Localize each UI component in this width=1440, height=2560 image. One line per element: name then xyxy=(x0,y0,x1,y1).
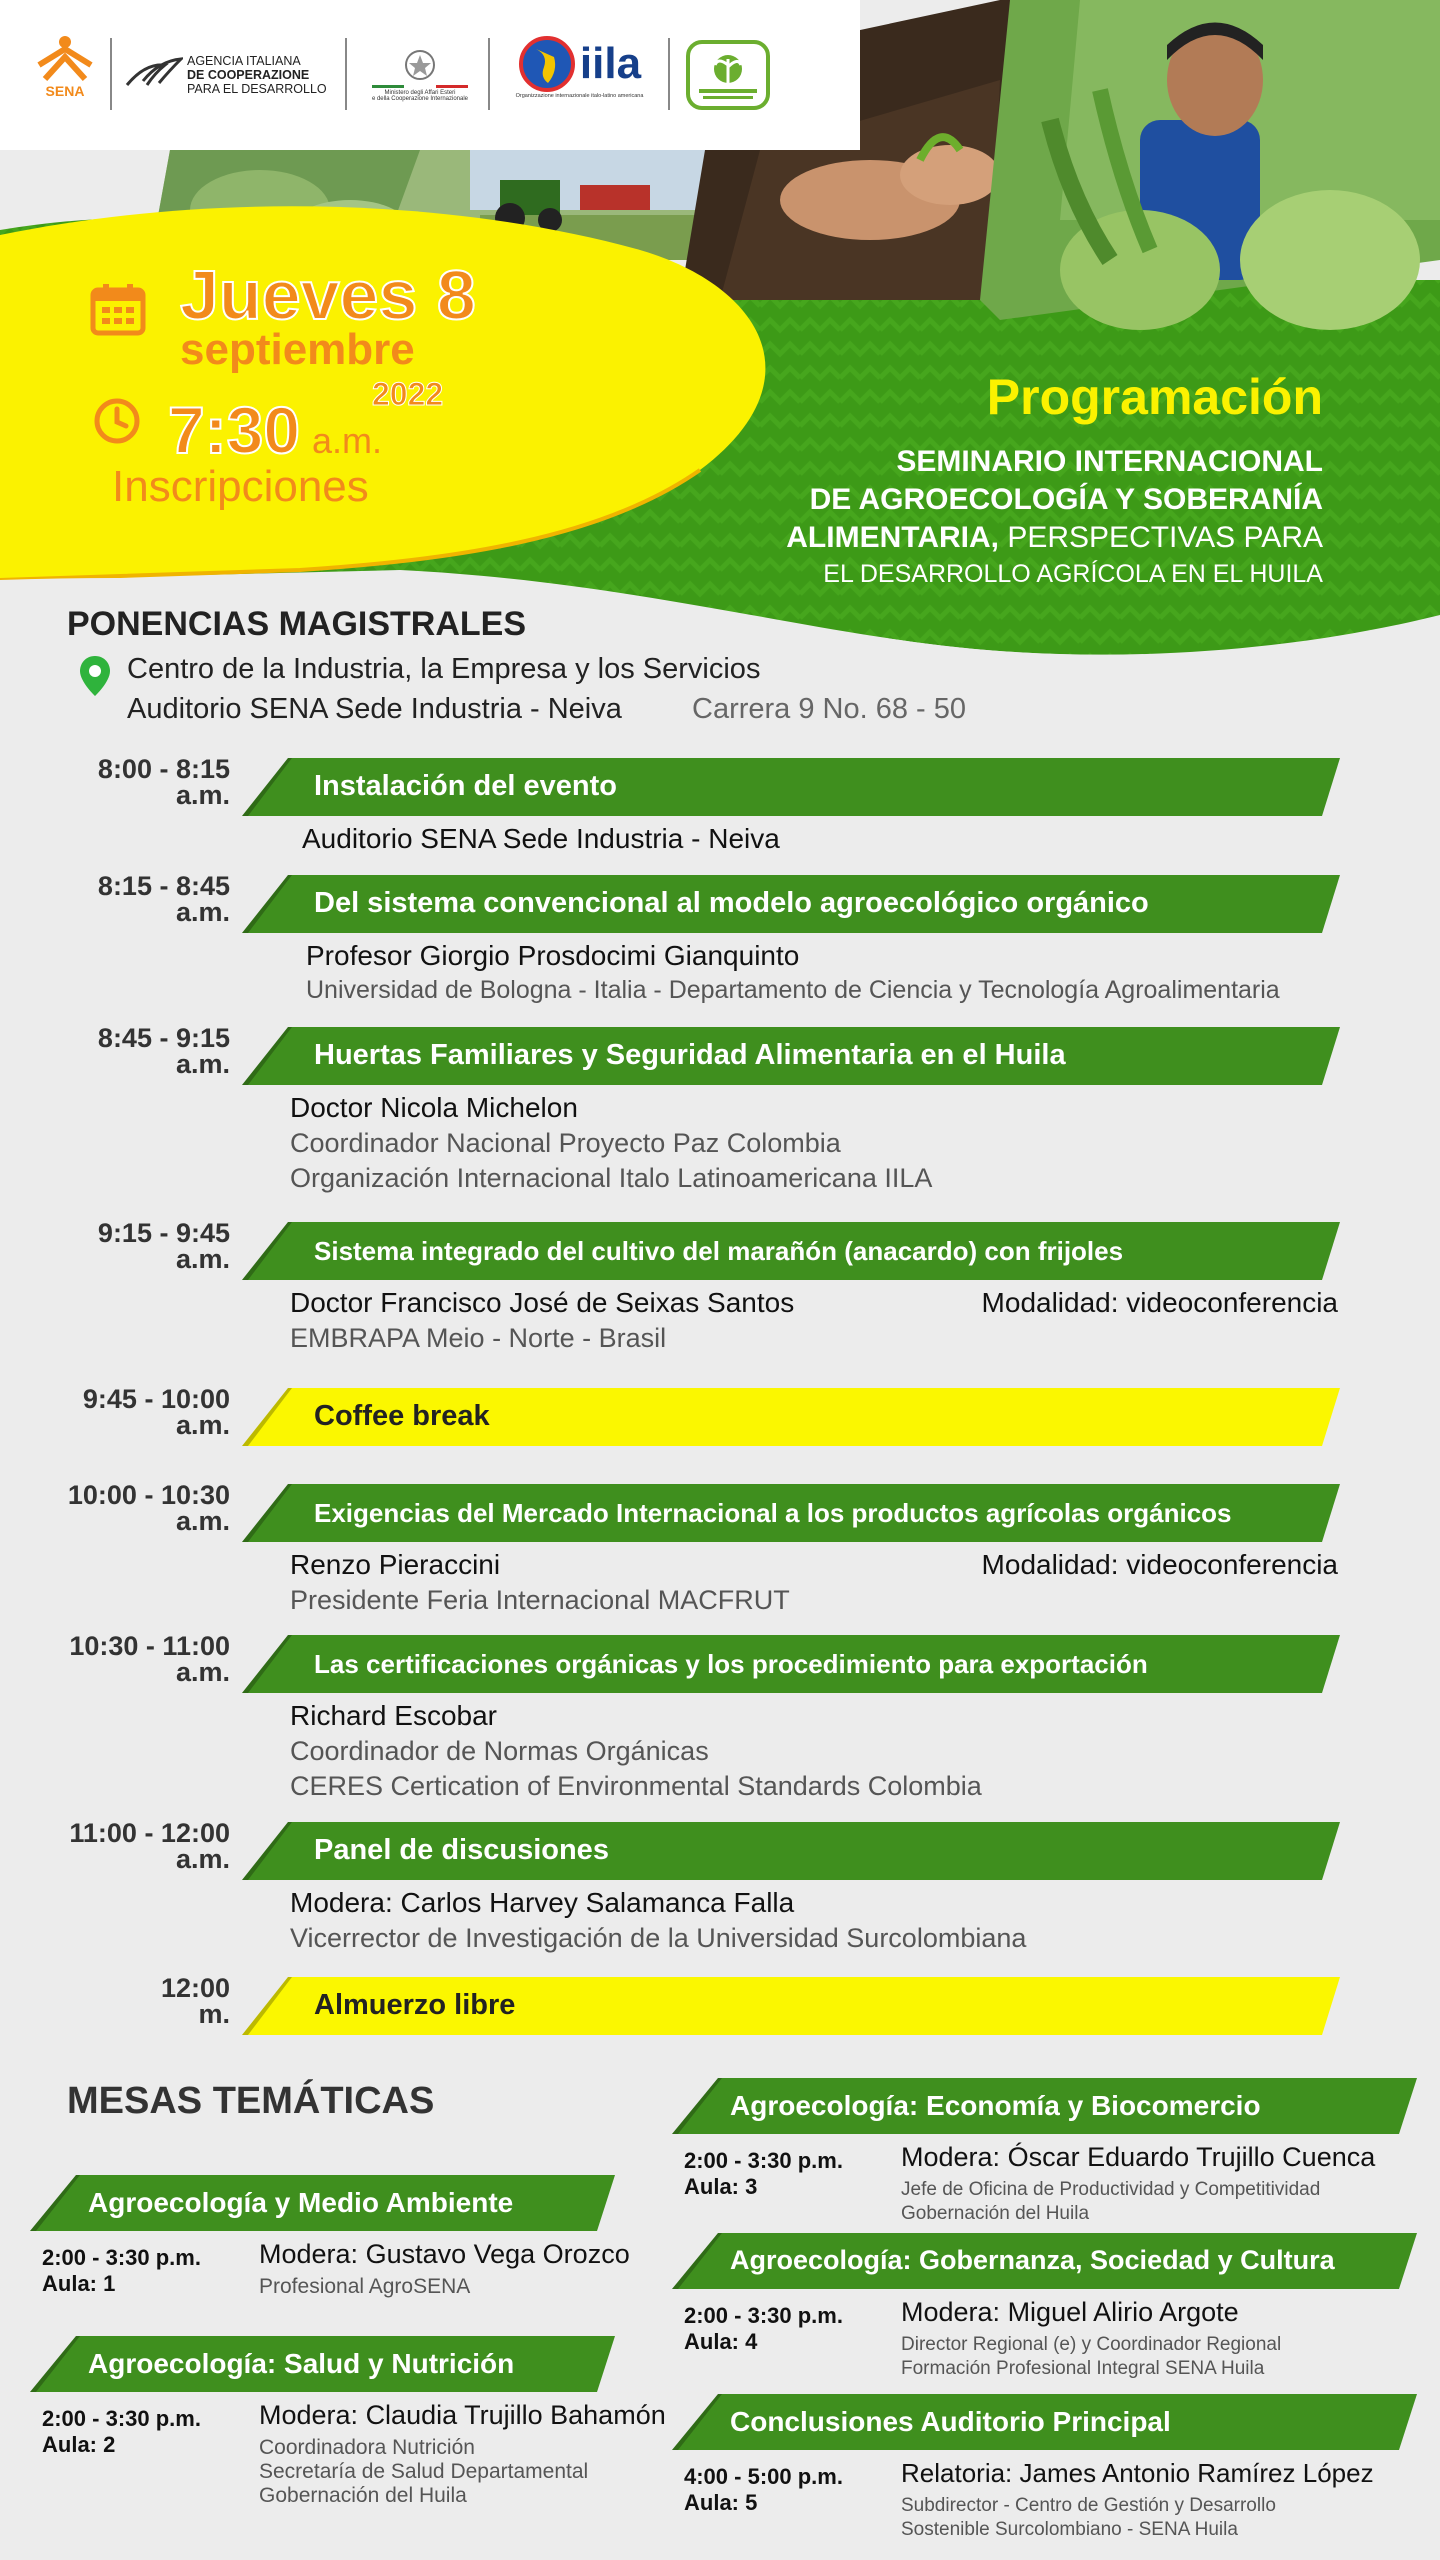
mesa-banner xyxy=(672,2233,1417,2289)
event-month: septiembre xyxy=(180,325,415,374)
schedule-time-suffix: a.m. xyxy=(175,897,230,927)
italian-emblem-icon xyxy=(402,49,438,83)
aics-line-1: AGENCIA ITALIANA xyxy=(187,54,301,68)
session-speaker: Modera: Carlos Harvey Salamanca Falla xyxy=(290,1887,795,1918)
mesa-detail: Sostenible Surcolombiano - SENA Huila xyxy=(901,2519,1238,2540)
session-speaker: Profesor Giorgio Prosdocimi Gianquinto xyxy=(306,940,800,971)
mesa-moderator-label: Relatoria: xyxy=(901,2458,1020,2488)
session-banner xyxy=(242,758,1340,816)
session-banner xyxy=(242,1822,1340,1880)
seminar-title-line-3-rest: PERSPECTIVAS PARA xyxy=(999,521,1323,554)
calendar-icon xyxy=(90,282,146,336)
schedule-time-suffix: a.m. xyxy=(175,1049,230,1079)
schedule-time: 10:00 - 10:30 xyxy=(67,1480,230,1510)
aics-line-3: PARA EL DESARROLLO xyxy=(187,82,327,96)
session-title: Exigencias del Mercado Internacional a los productos agrícolas orgánicos xyxy=(314,1498,1232,1528)
mesa-room: Aula: 1 xyxy=(42,2271,116,2296)
session-title: Huertas Familiares y Seguridad Alimentaria en el Huila xyxy=(314,1039,1066,1071)
venue-address: Carrera 9 No. 68 - 50 xyxy=(692,693,967,725)
session-banner xyxy=(242,1635,1340,1693)
mesa-moderator-label: Modera: xyxy=(901,2297,1008,2327)
section-heading-ponencias: PONENCIAS MAGISTRALES xyxy=(67,605,527,643)
session-banner xyxy=(242,1484,1340,1542)
mesa-detail: Gobernación del Huila xyxy=(259,2484,467,2507)
mesa-title: Conclusiones Auditorio Principal xyxy=(730,2406,1171,2437)
mesa-time: 2:00 - 3:30 p.m. xyxy=(684,2303,843,2328)
mesa-moderator-name: Gustavo Vega Orozco xyxy=(365,2239,630,2269)
sena-logo xyxy=(30,35,100,115)
session-title: Coffee break xyxy=(314,1400,490,1432)
seminar-title-line-3-bold: ALIMENTARIA, xyxy=(786,521,1000,554)
session-speaker: Doctor Francisco José de Seixas Santos xyxy=(290,1287,795,1318)
session-mode: Modalidad: videoconferencia xyxy=(981,1287,1338,1318)
session-detail: Organización Internacional Italo Latinoamericana IILA xyxy=(290,1163,933,1193)
session-mode: Modalidad: videoconferencia xyxy=(981,1549,1338,1580)
session-title: Panel de discusiones xyxy=(314,1834,609,1866)
clock-icon xyxy=(92,396,142,446)
mesa-detail: Subdirector - Centro de Gestión y Desarrollo xyxy=(901,2495,1276,2516)
ministry-line-2: e della Cooperazione Internazionale xyxy=(371,95,469,102)
globe-icon xyxy=(518,35,576,93)
session-banner xyxy=(242,875,1340,933)
schedule-time-suffix: a.m. xyxy=(175,1506,230,1536)
location-pin-icon xyxy=(78,654,112,698)
logo-separator xyxy=(488,38,490,110)
iila-logo xyxy=(502,35,657,115)
session-speaker: Auditorio SENA Sede Industria - Neiva xyxy=(302,823,780,854)
session-detail: Universidad de Bologna - Italia - Departamento de Ciencia y Tecnología Agroalimentaria xyxy=(306,976,1280,1004)
mesa-time: 2:00 - 3:30 p.m. xyxy=(42,2406,201,2431)
aics-bird-icon xyxy=(125,55,183,95)
mesa-room: Aula: 3 xyxy=(684,2174,758,2199)
mesa-moderator xyxy=(901,2297,1239,2328)
mesa-banner xyxy=(30,2175,615,2231)
mesa-time: 2:00 - 3:30 p.m. xyxy=(42,2245,201,2270)
mesa-detail: Profesional AgroSENA xyxy=(259,2275,471,2298)
mesa-moderator-name: James Antonio Ramírez López xyxy=(1019,2458,1374,2488)
sena-logo-text: SENA xyxy=(45,83,85,99)
session-title: Almuerzo libre xyxy=(314,1989,516,2021)
event-day: Jueves 8 xyxy=(180,256,476,334)
session-title: Las certificaciones orgánicas y los procedimiento para exportación xyxy=(314,1649,1148,1679)
session-speaker: Doctor Nicola Michelon xyxy=(290,1092,578,1123)
venue-place: Centro de la Industria, la Empresa y los Servicios xyxy=(127,653,761,685)
mesa-moderator xyxy=(259,2239,630,2270)
aics-logo xyxy=(125,35,335,115)
mesa-banner xyxy=(672,2078,1417,2134)
session-detail: CERES Certication of Environmental Standards Colombia xyxy=(290,1771,982,1801)
iila-logo-subtitle: Organizzazione internazionale italo-latino americana xyxy=(515,93,644,99)
mesa-banner xyxy=(672,2394,1417,2450)
mesa-moderator xyxy=(901,2458,1374,2489)
logo-separator xyxy=(668,38,670,110)
session-banner xyxy=(242,1027,1340,1085)
mesa-time: 4:00 - 5:00 p.m. xyxy=(684,2464,843,2489)
ministry-logo xyxy=(360,35,480,115)
mesa-moderator-label: Modera: xyxy=(259,2400,366,2430)
mesa-title: Agroecología: Gobernanza, Sociedad y Cultura xyxy=(730,2245,1335,2275)
mesa-moderator-label: Modera: xyxy=(259,2239,366,2269)
session-speaker: Renzo Pieraccini xyxy=(290,1549,501,1580)
session-banner xyxy=(242,1222,1340,1280)
mesa-detail: Coordinadora Nutrición xyxy=(259,2436,475,2459)
mesa-detail: Formación Profesional Integral SENA Huila xyxy=(901,2358,1265,2379)
schedule-time: 11:00 - 12:00 xyxy=(69,1818,230,1848)
mesa-room: Aula: 5 xyxy=(684,2490,758,2515)
schedule-time-suffix: a.m. xyxy=(175,1244,230,1274)
session-speaker: Richard Escobar xyxy=(290,1700,497,1731)
session-banner xyxy=(242,1977,1340,2035)
mesa-moderator-label: Modera: xyxy=(901,2142,1008,2172)
seminar-title-line-2: DE AGROECOLOGÍA Y SOBERANÍA xyxy=(809,483,1323,516)
event-year: 2022 xyxy=(372,376,444,412)
mesa-detail: Jefe de Oficina de Productividad y Competitividad xyxy=(901,2179,1321,2200)
venue-auditorium: Auditorio SENA Sede Industria - Neiva xyxy=(127,693,622,725)
mesa-moderator xyxy=(259,2400,666,2431)
mesa-room: Aula: 2 xyxy=(42,2432,116,2457)
schedule-time: 10:30 - 11:00 xyxy=(69,1631,230,1661)
session-detail: Presidente Feria Internacional MACFRUT xyxy=(290,1585,790,1615)
seminar-title-line-4: EL DESARROLLO AGRÍCOLA EN EL HUILA xyxy=(823,560,1323,588)
mesa-time: 2:00 - 3:30 p.m. xyxy=(684,2148,843,2173)
session-detail: Vicerrector de Investigación de la Universidad Surcolombiana xyxy=(290,1923,1027,1953)
header xyxy=(0,0,1440,670)
mesa-moderator-name: Óscar Eduardo Trujillo Cuenca xyxy=(1007,2142,1376,2172)
program-heading: Programación xyxy=(986,369,1323,425)
mesa-title: Agroecología: Economía y Biocomercio xyxy=(730,2090,1261,2121)
schedule-time-suffix: a.m. xyxy=(175,1844,230,1874)
schedule-time: 9:15 - 9:45 xyxy=(97,1218,230,1248)
schedule-time: 8:45 - 9:15 xyxy=(97,1023,230,1053)
aics-line-2: DE COOPERAZIONE xyxy=(187,68,310,82)
event-ampm: a.m. xyxy=(312,420,383,461)
mesa-detail: Gobernación del Huila xyxy=(901,2203,1090,2224)
session-detail: Coordinador de Normas Orgánicas xyxy=(290,1736,709,1766)
mesa-room: Aula: 4 xyxy=(684,2329,758,2354)
mesa-title: Agroecología y Medio Ambiente xyxy=(88,2187,514,2218)
session-title: Sistema integrado del cultivo del marañón (anacardo) con frijoles xyxy=(314,1236,1124,1266)
schedule-time-suffix: a.m. xyxy=(175,1657,230,1687)
session-banner xyxy=(242,1388,1340,1446)
schedule-time: 8:00 - 8:15 xyxy=(97,754,230,784)
mesa-title: Agroecología: Salud y Nutrición xyxy=(88,2348,515,2379)
schedule-time: 12:00 xyxy=(160,1973,230,2003)
schedule-time-suffix: a.m. xyxy=(175,1410,230,1440)
ministry-line-1: Ministero degli Affari Esteri xyxy=(384,89,456,96)
mesa-moderator xyxy=(901,2142,1375,2173)
logo-separator xyxy=(110,38,112,110)
seminar-title xyxy=(786,443,1323,591)
mesa-banner xyxy=(30,2336,615,2392)
mesa-detail: Director Regional (e) y Coordinador Regional xyxy=(901,2334,1282,2355)
seminar-title-line-1: SEMINARIO INTERNACIONAL xyxy=(896,445,1323,478)
mesa-moderator-name: Miguel Alirio Argote xyxy=(1007,2297,1239,2327)
logo-separator xyxy=(345,38,347,110)
event-time: 7:30 xyxy=(168,393,301,467)
schedule-time-suffix: m. xyxy=(198,1999,230,2029)
iila-logo-text: iila xyxy=(579,39,642,88)
schedule-time: 9:45 - 10:00 xyxy=(82,1384,230,1414)
session-title: Del sistema convencional al modelo agroecológico orgánico xyxy=(314,887,1149,919)
sena-logo-icon xyxy=(35,35,95,83)
seminar-title-line-3 xyxy=(786,519,1323,557)
seminar-seal-icon xyxy=(685,39,771,111)
mesa-detail: Secretaría de Salud Departamental xyxy=(259,2460,589,2483)
session-detail: EMBRAPA Meio - Norte - Brasil xyxy=(290,1323,667,1353)
mesa-moderator-name: Claudia Trujillo Bahamón xyxy=(365,2400,666,2430)
session-title: Instalación del evento xyxy=(314,770,617,802)
schedule-time-suffix: a.m. xyxy=(175,780,230,810)
schedule-time: 8:15 - 8:45 xyxy=(97,871,230,901)
seminar-seal-logo xyxy=(685,35,775,115)
section-heading-mesas: MESAS TEMÁTICAS xyxy=(67,2080,435,2122)
event-registration: Inscripciones xyxy=(112,462,369,511)
session-detail: Coordinador Nacional Proyecto Paz Colombia xyxy=(290,1128,841,1158)
